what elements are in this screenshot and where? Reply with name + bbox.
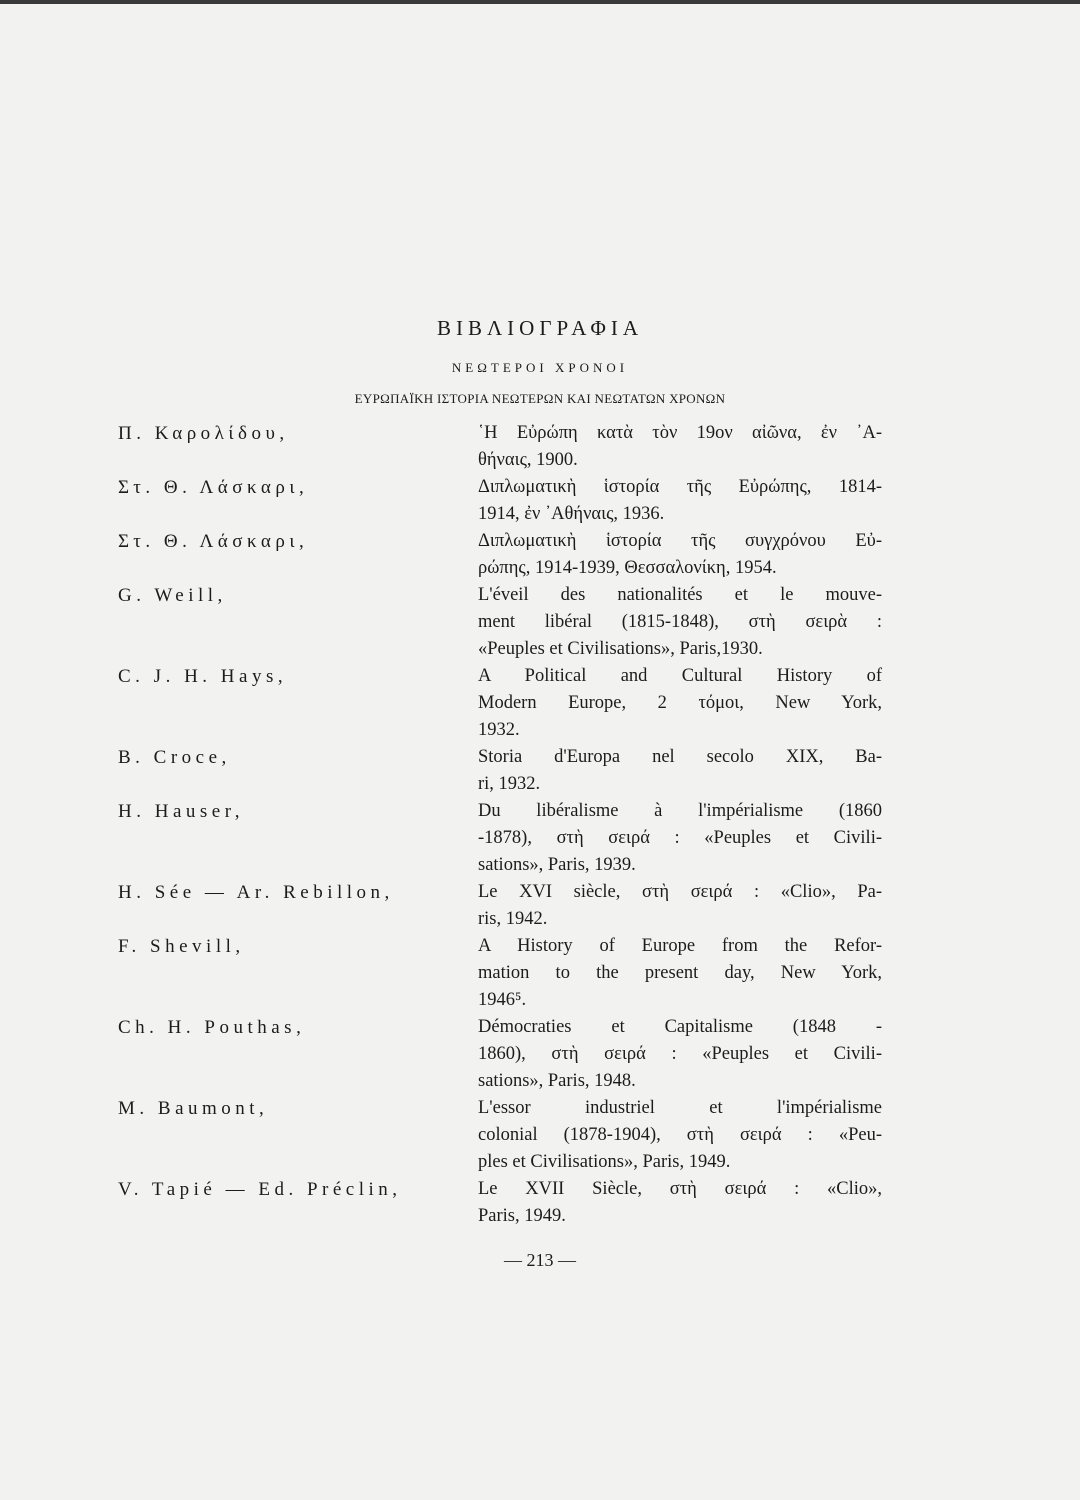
- citation-line: -1878), στὴ σειρά : «Peuples et Civili-: [478, 828, 882, 848]
- entry-citation: [478, 879, 882, 933]
- entry-citation: [478, 1095, 882, 1176]
- citation-line: ris, 1942.: [478, 909, 548, 929]
- citation-line: ρώπης, 1914-1939, Θεσσαλονίκη, 1954.: [478, 558, 777, 578]
- page-subtitle: ΝΕΩΤΕΡΟΙ ΧΡΟΝΟΙ: [451, 360, 629, 375]
- citation-line: Le XVI siècle, στὴ σειρά : «Clio», Pa-: [478, 882, 882, 902]
- entry-author: Ch. H. Pouthas,: [118, 1017, 306, 1038]
- bibliography-entry: [118, 474, 882, 528]
- bibliography-entry: [118, 663, 882, 744]
- bibliography-entry: [118, 798, 882, 879]
- bibliography-entry: [118, 1095, 882, 1176]
- entry-citation: [478, 1176, 882, 1230]
- scan-edge: [0, 0, 1080, 4]
- citation-line: A History of Europe from the Refor-: [478, 936, 882, 956]
- entry-author: G. Weill,: [118, 585, 227, 606]
- citation-line: mation to the present day, New York,: [478, 963, 882, 983]
- citation-line: 1932.: [478, 720, 520, 740]
- citation-line: Modern Europe, 2 τόμοι, New York,: [478, 693, 882, 713]
- bibliography-entry: [118, 420, 882, 474]
- entry-citation: [478, 528, 882, 582]
- citation-line: ῾Η Εὐρώπη κατὰ τὸν 19ον αἰῶνα, ἐν ᾿Α-: [478, 423, 882, 443]
- citation-line: «Peuples et Civilisations», Paris,1930.: [478, 639, 763, 659]
- citation-line: Διπλωματικὴ ἱστορία τῆς Εὐρώπης, 1814-: [478, 477, 882, 497]
- section-heading: ΕΥΡΩΠΑΪΚΗ ΙΣΤΟΡΙΑ ΝΕΩΤΕΡΩΝ ΚΑΙ ΝΕΩΤΑΤΩΝ ΧΡΟΝΩΝ: [354, 391, 726, 406]
- page-title: ΒΙΒΛΙΟΓΡΑΦΙΑ: [436, 316, 644, 340]
- entry-citation: [478, 798, 882, 879]
- entry-citation: [478, 474, 882, 528]
- entry-author: F. Shevill,: [118, 936, 245, 957]
- citation-line: ples et Civilisations», Paris, 1949.: [478, 1152, 731, 1172]
- page-number: — 213 —: [504, 1250, 576, 1270]
- citation-line: sations», Paris, 1939.: [478, 855, 636, 875]
- entry-author: C. J. H. Hays,: [118, 666, 288, 687]
- bibliography-entry: [118, 933, 882, 1014]
- bibliography-entry: [118, 1176, 882, 1230]
- citation-line: Storia d'Europa nel secolo XIX, Ba-: [478, 747, 882, 767]
- bibliography-list: [118, 420, 882, 1230]
- citation-line: 1914, ἐν ᾿Αθήναις, 1936.: [478, 504, 665, 524]
- citation-line: Διπλωματικὴ ἱστορία τῆς συγχρόνου Εὐ-: [478, 531, 882, 551]
- citation-line: ri, 1932.: [478, 774, 541, 794]
- entry-author: H. Hauser,: [118, 801, 245, 822]
- entry-citation: [478, 933, 882, 1014]
- entry-author: B. Croce,: [118, 747, 231, 768]
- citation-line: 1860), στὴ σειρά : «Peuples et Civili-: [478, 1044, 882, 1064]
- citation-line: sations», Paris, 1948.: [478, 1071, 636, 1091]
- citation-line: Paris, 1949.: [478, 1206, 566, 1226]
- citation-line: ment libéral (1815-1848), στὴ σειρὰ :: [478, 612, 882, 632]
- citation-line: L'essor industriel et l'impérialisme: [478, 1098, 882, 1118]
- citation-line: A Political and Cultural History of: [478, 666, 882, 686]
- bibliography-entry: [118, 1014, 882, 1095]
- entry-author: Π. Καρολίδου,: [118, 423, 289, 444]
- entry-citation: [478, 1014, 882, 1095]
- citation-line: L'éveil des nationalités et le mouve-: [478, 585, 882, 605]
- entry-author: Στ. Θ. Λάσκαρι,: [118, 531, 309, 552]
- citation-line: colonial (1878-1904), στὴ σειρά : «Peu-: [478, 1125, 882, 1145]
- citation-line: Démocraties et Capitalisme (1848 -: [478, 1017, 882, 1037]
- bibliography-entry: [118, 744, 882, 798]
- entry-citation: [478, 582, 882, 663]
- entry-citation: [478, 420, 882, 474]
- citation-line: θήναις, 1900.: [478, 450, 578, 470]
- bibliography-entry: [118, 582, 882, 663]
- entry-author: Στ. Θ. Λάσκαρι,: [118, 477, 309, 498]
- citation-line: Du libéralisme à l'impérialisme (1860: [478, 801, 882, 821]
- entry-citation: [478, 663, 882, 744]
- entry-author: H. Sée — Ar. Rebillon,: [118, 882, 394, 903]
- entry-citation: [478, 744, 882, 798]
- entry-author: V. Tapié — Ed. Préclin,: [118, 1179, 402, 1200]
- bibliography-entry: [118, 528, 882, 582]
- bibliography-entry: [118, 879, 882, 933]
- citation-line: Le XVII Siècle, στὴ σειρά : «Clio»,: [478, 1179, 882, 1199]
- citation-line: 1946⁵.: [478, 990, 527, 1010]
- entry-author: M. Baumont,: [118, 1098, 269, 1119]
